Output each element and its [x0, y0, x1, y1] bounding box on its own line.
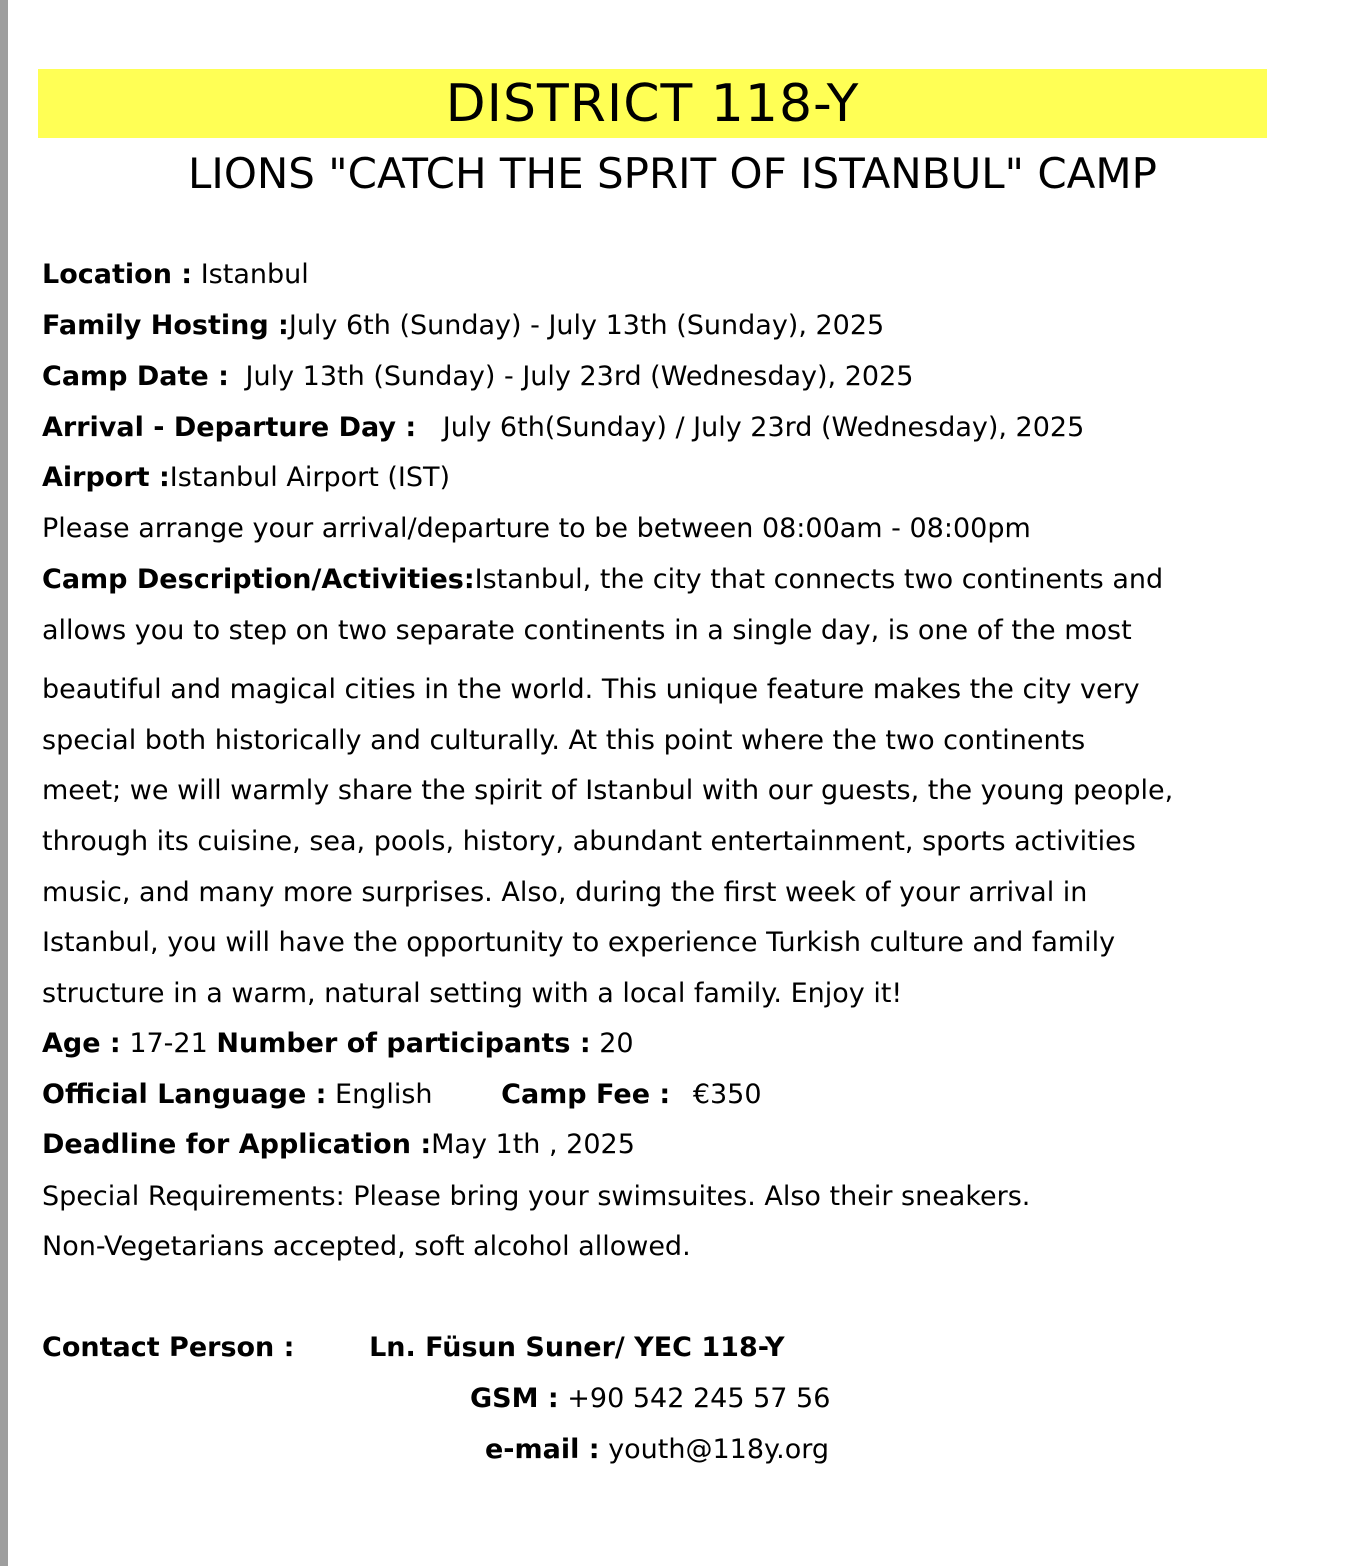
participants-label: Number of participants :	[216, 1028, 591, 1059]
contact-person-row	[42, 1330, 785, 1366]
email-value: youth@118y.org	[608, 1434, 830, 1465]
gsm-value: +90 542 245 57 56	[567, 1383, 831, 1414]
camp-date-row	[42, 359, 913, 395]
document-page	[8, 0, 1370, 1566]
page-left-border	[0, 0, 8, 1566]
airport-label: Airport :	[42, 462, 170, 493]
description-line: Istanbul, you will have the opportunity to experience Turkish culture and family	[42, 927, 1116, 958]
arrival-departure-value: July 6th(Sunday) / July 23rd (Wednesday), 2025	[442, 412, 1085, 443]
language-label: Official Language :	[42, 1079, 327, 1110]
language-value: English	[335, 1079, 433, 1110]
special-requirements-line: Special Requirements: Please bring your swimsuites. Also their sneakers.	[42, 1181, 1031, 1212]
description-line: music, and many more surprises. Also, during the first week of your arrival in	[42, 877, 1088, 908]
deadline-row	[42, 1127, 635, 1163]
camp-date-value: July 13th (Sunday) - July 23rd (Wednesday), 2025	[245, 361, 914, 392]
family-hosting-value: July 6th (Sunday) - July 13th (Sunday), 2025	[288, 310, 885, 341]
contact-person-value: Ln. Füsun Suner/ YEC 118-Y	[369, 1332, 785, 1363]
camp-title: LIONS "CATCH THE SPRIT OF ISTANBUL" CAMP	[188, 149, 1157, 198]
age-label: Age :	[42, 1028, 121, 1059]
arrival-departure-label: Arrival - Departure Day :	[42, 412, 417, 443]
description-first-line	[42, 562, 1163, 598]
location-label: Location :	[42, 259, 193, 290]
family-hosting-row	[42, 308, 884, 344]
description-line: special both historically and culturally. At this point where the two continents	[42, 725, 1086, 756]
airport-row	[42, 460, 450, 496]
special-requirements-line: Non-Vegetarians accepted, soft alcohol allowed.	[42, 1231, 691, 1262]
deadline-label: Deadline for Application :	[42, 1129, 432, 1160]
arrival-departure-row	[42, 410, 1084, 446]
language-fee-row	[42, 1077, 762, 1113]
location-value: Istanbul	[200, 259, 309, 290]
contact-person-label: Contact Person :	[42, 1332, 295, 1363]
district-title: DISTRICT 118-Y	[445, 74, 860, 134]
description-line: allows you to step on two separate continents in a single day, is one of the most	[42, 615, 1132, 646]
description-label: Camp Description/Activities:	[42, 564, 475, 595]
camp-date-label: Camp Date :	[42, 361, 229, 392]
age-participants-row	[42, 1026, 634, 1062]
description-line: meet; we will warmly share the spirit of Istanbul with our guests, the young people,	[42, 775, 1174, 806]
location-row	[42, 257, 309, 293]
arrival-note: Please arrange your arrival/departure to be between 08:00am - 08:00pm	[42, 513, 1031, 544]
deadline-value: May 1th , 2025	[431, 1129, 635, 1160]
fee-value: €350	[692, 1079, 762, 1110]
airport-value: Istanbul Airport (IST)	[169, 462, 451, 493]
age-value: 17-21	[129, 1028, 208, 1059]
email-label: e-mail :	[485, 1434, 600, 1465]
email-row	[485, 1432, 829, 1468]
gsm-label: GSM :	[470, 1383, 559, 1414]
participants-value: 20	[599, 1028, 634, 1059]
description-line: beautiful and magical cities in the world. This unique feature makes the city very	[42, 674, 1140, 705]
family-hosting-label: Family Hosting :	[42, 310, 289, 341]
fee-label: Camp Fee :	[501, 1079, 671, 1110]
description-line: through its cuisine, sea, pools, history, abundant entertainment, sports activities	[42, 826, 1136, 857]
description-line: structure in a warm, natural setting with a local family. Enjoy it!	[42, 978, 903, 1009]
gsm-row	[470, 1381, 830, 1417]
description-line: Istanbul, the city that connects two continents and	[474, 564, 1164, 595]
